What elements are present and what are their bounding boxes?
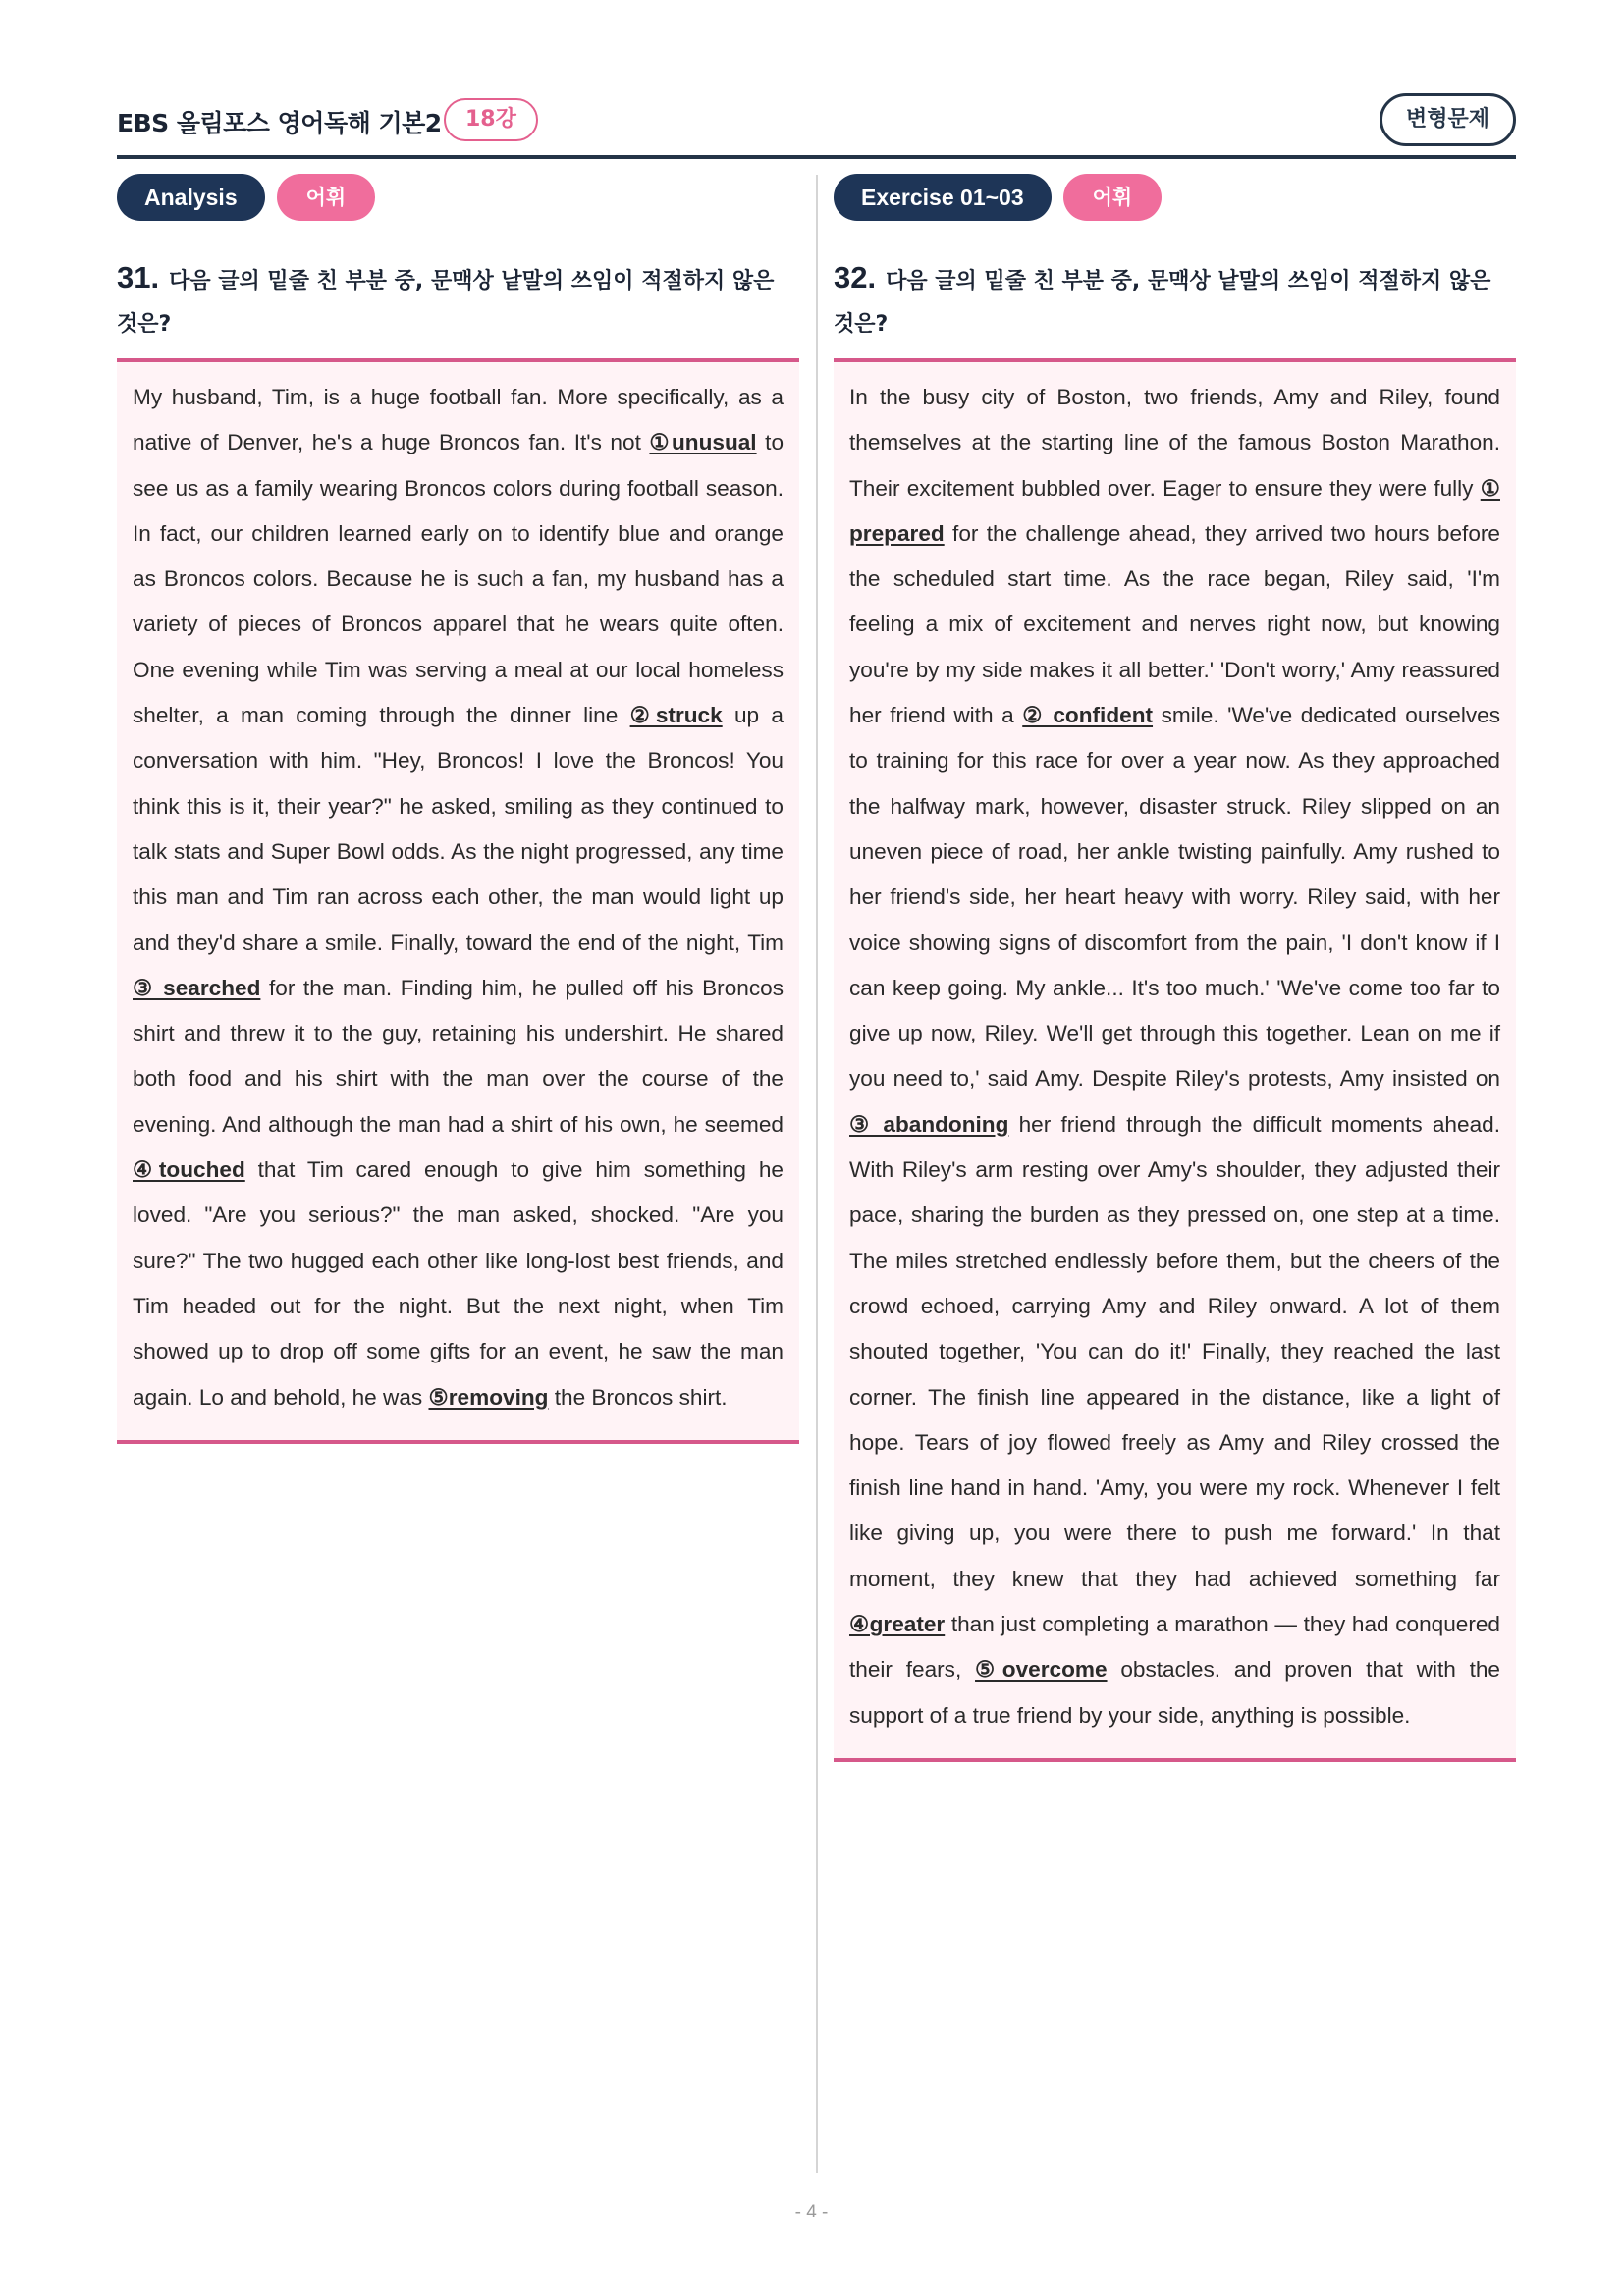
underlined-choice: ② confident (1022, 703, 1154, 728)
question-text: 다음 글의 밑줄 친 부분 중, 문맥상 낱말의 쓰임이 적절하지 않은 것은? (834, 269, 1491, 337)
passage-text: up a conversation with him. "Hey, Broncos! I love the Broncos! You think this is it, their year?" he asked, smiling as they continued to talk stats and Super Bowl odds. As the night progressed, any time this man and Tim ran across each other, the man would light up and they'd share a smile. Finally, toward the end of the night, Tim (133, 703, 784, 955)
right-column (834, 174, 1516, 1762)
section-badge: 변형문제 (1380, 93, 1516, 146)
passage-text: for the man. Finding him, he pulled off his Broncos shirt and threw it to the guy, retaining his undershirt. He shared both food and his shirt with the man over the course of the evening. And although the man had a shirt of his own, he seemed (133, 975, 784, 1137)
underlined-choice: ⑤removing (428, 1384, 549, 1410)
passage-text: smile. 'We've dedicated ourselves to training for this race for over a year now. As they approached the halfway mark, however, disaster struck. Riley slipped on an uneven piece of road, her ankle twisting painfully. Amy rushed to her friend's side, her heart heavy with worry. Riley said, with her voice showing signs of discomfort from the pain, 'I don't know if I can keep going. My ankle... It's too much.' 'We've come too far to give up now, Riley. We'll get through this together. Lean on me if you need to,' said Amy. Despite Riley's protests, Amy insisted on (849, 703, 1500, 1092)
question-31 (117, 256, 799, 362)
passage-text: In the busy city of Boston, two friends, Amy and Riley, found themselves at the starting line of the famous Boston Marathon. Their excitement bubbled over. Eager to ensure they were fully (849, 385, 1500, 501)
underlined-choice: ④greater (849, 1612, 946, 1637)
question-number: 31. (117, 260, 160, 294)
book-title: EBS 올림포스 영어독해 기본2 (117, 109, 442, 137)
passage-text: for the challenge ahead, they arrived two hours before the scheduled start time. As the race began, Riley said, 'I'm feeling a mix of excitement and nerves right now, but knowing you're by my side makes it all better.' 'Don't worry,' Amy reassured her friend with a (849, 520, 1500, 728)
vocab-tag: 어휘 (1063, 174, 1163, 221)
lesson-badge: 18강 (444, 98, 538, 141)
left-tags (117, 174, 799, 223)
question-text: 다음 글의 밑줄 친 부분 중, 문맥상 낱말의 쓰임이 적절하지 않은 것은? (117, 269, 775, 337)
passage-text: obstacles. and proven that with the support of a true friend by your side, anything is possible. (849, 1657, 1501, 1728)
passage-text: My husband, Tim, is a huge football fan. More specifically, as a native of Denver, he's a huge Broncos fan. It's not (133, 385, 784, 455)
underlined-choice: ③ abandoning (849, 1111, 1009, 1137)
question-32 (834, 256, 1516, 362)
right-tags (834, 174, 1516, 223)
page-header (117, 94, 1516, 159)
underlined-choice: ⑤overcome (975, 1657, 1108, 1682)
passage-text: the Broncos shirt. (548, 1384, 728, 1410)
passage-text: than just completing a marathon — they had conquered their fears, (849, 1612, 1500, 1682)
passage-31 (117, 362, 799, 1444)
question-number: 32. (834, 260, 877, 294)
vocab-tag: 어휘 (277, 174, 376, 221)
passage-text: her friend through the difficult moments ahead. With Riley's arm resting over Amy's shoulder, they adjusted their pace, sharing the burden as they pressed on, one step at a time. The miles stretched endlessly before them, but the cheers of the crowd echoed, carrying Amy and Riley onward. A lot of them shouted together, 'You can do it!' Finally, they reached the last corner. The finish line appeared in the distance, like a light of hope. Tears of joy flowed freely as Amy and Riley crossed the finish line hand in hand. 'Amy, you were my rock. Whenever I felt like giving up, you were there to push me forward.' In that moment, they knew that they had achieved something far (849, 1111, 1500, 1591)
underlined-choice: ①unusual (649, 430, 757, 455)
column-divider (816, 175, 818, 2173)
analysis-tag: Analysis (117, 174, 265, 221)
underlined-choice: ④touched (133, 1157, 245, 1183)
left-column (117, 174, 799, 1444)
underlined-choice: ②struck (629, 703, 723, 728)
underlined-choice: ③ searched (133, 975, 261, 1000)
passage-text: to see us as a family wearing Broncos colors during football season. In fact, our children learned early on to identify blue and orange as Broncos colors. Because he is such a fan, my husband has a variety of pieces of Broncos apparel that he wears quite often. One evening while Tim was serving a meal at our local homeless shelter, a man coming through the dinner line (133, 430, 784, 728)
underlined-choice: ① prepared (849, 475, 1500, 546)
exercise-tag: Exercise 01~03 (834, 174, 1052, 221)
passage-text: that Tim cared enough to give him something he loved. "Are you serious?" the man asked, shocked. "Are you sure?" The two hugged each other like long-lost best friends, and Tim headed out for the night. But the next night, when Tim showed up to drop off some gifts for an event, he saw the man again. Lo and behold, he was (133, 1157, 784, 1410)
page-number: - 4 - (794, 2202, 829, 2222)
passage-32 (834, 362, 1516, 1762)
